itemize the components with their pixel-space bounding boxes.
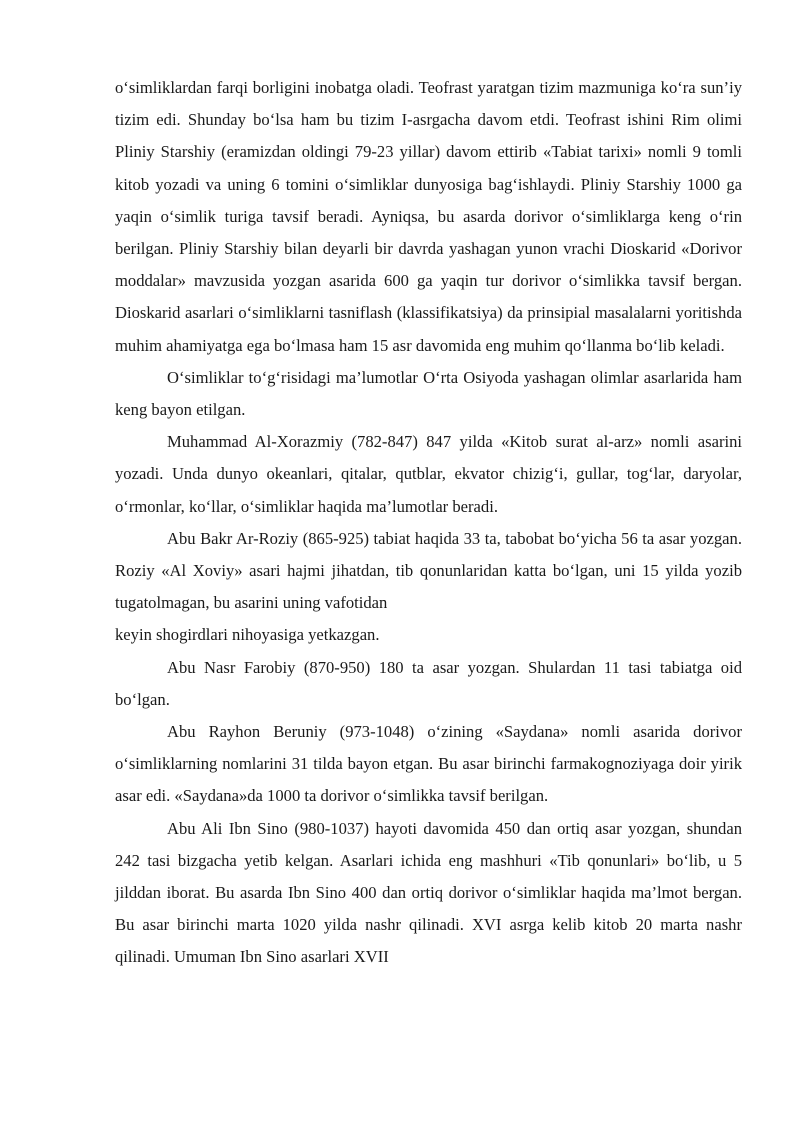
paragraph-central-asia-intro: O‘simliklar to‘g‘risidagi ma’lumotlar O‘rta Osiyoda yashagan olimlar asarlarida ham keng bayon etilgan. [115, 367, 742, 420]
paragraph-beruniy: Abu Rayhon Beruniy (973-1048) o‘zining «Saydana» nomli asarida dorivor o‘simliklarning nomlarini 31 tilda bayon etgan. Bu asar birinchi farmakognoziyaga doir yirik asar edi. «Saydana»da 1000 ta dorivor o‘simlikka tavsif berilgan. [115, 722, 742, 806]
paragraph-ar-roziy-main: Abu Bakr Ar-Roziy (865-925) tabiat haqida 33 ta, tabobat bo‘yicha 56 ta asar yozgan. Roziy «Al Xoviy» asari hajmi jihatdan, tib qonunlaridan katta bo‘lgan, uni 15 yilda yozib tugatolmagan, bu asarini uning vafotidan [115, 528, 742, 613]
paragraph-ibn-sino: Abu Ali Ibn Sino (980-1037) hayoti davomida 450 dan ortiq asar yozgan, shundan 242 tasi bizgacha yetib kelgan. Asarlari ichida eng mashhuri «Tib qonunlari» bo‘lib, u 5 jilddan iborat. Bu asarda Ibn Sino 400 dan ortiq dorivor o‘simliklar haqida ma’lmot bergan. Bu asar birinchi marta 1020 yilda nashr qilinadi. XVI asrga kelib kitob 20 marta nashr qilinadi. Umuman Ibn Sino asarlari XVII [115, 818, 742, 967]
paragraph-al-xorazmiy: Muhammad Al-Xorazmiy (782-847) 847 yilda «Kitob surat al-arz» nomli asarini yozadi. Unda dunyo okeanlari, qitalar, qutblar, ekvator chizig‘i, gullar, tog‘lar, daryolar, o‘rmonlar, ko‘llar, o‘simliklar haqida ma’lumotlar beradi. [115, 432, 742, 516]
document-page [115, 72, 742, 974]
paragraph-farobiy: Abu Nasr Farobiy (870-950) 180 ta asar yozgan. Shulardan 11 tasi tabiatga oid bo‘lgan. [115, 657, 742, 709]
paragraph-ar-roziy-continuation: keyin shogirdlari nihoyasiga yetkazgan. [115, 625, 380, 645]
paragraph-ar-roziy [115, 523, 742, 652]
paragraph-greek-roman-botany: o‘simliklardan farqi borligini inobatga oladi. Teofrast yaratgan tizim mazmuniga ko‘ra sun’iy tizim edi. Shunday bo‘lsa ham bu tizim I-asrgacha davom etdi. Teofrast ishini Rim olimi Pliniy Starshiy (eramizdan oldingi 79-23 yillar) davom ettirib «Tabiat tarixi» nomli 9 tomli kitob yozadi va uning 6 tomini o‘simliklar dunyosiga bag‘ishlaydi. Pliniy Starshiy 1000 ga yaqin o‘simlik turiga tavsif beradi. Ayniqsa, bu asarda dorivor o‘simliklarga keng o‘rin berilgan. Pliniy Starshiy bilan deyarli bir davrda yashagan yunon vrachi Dioskarid «Dorivor moddalar» mavzusida yozgan asarida 600 ga yaqin tur dorivor o‘simlikka tavsif bergan. Dioskarid asarlari o‘simliklarni tasniflash (klassifikatsiya) da prinsipial masalalarni yoritishda muhim ahamiyatga ega bo‘lmasa ham 15 asr davomida eng muhim qo‘llanma bo‘lib keladi. [115, 78, 742, 355]
